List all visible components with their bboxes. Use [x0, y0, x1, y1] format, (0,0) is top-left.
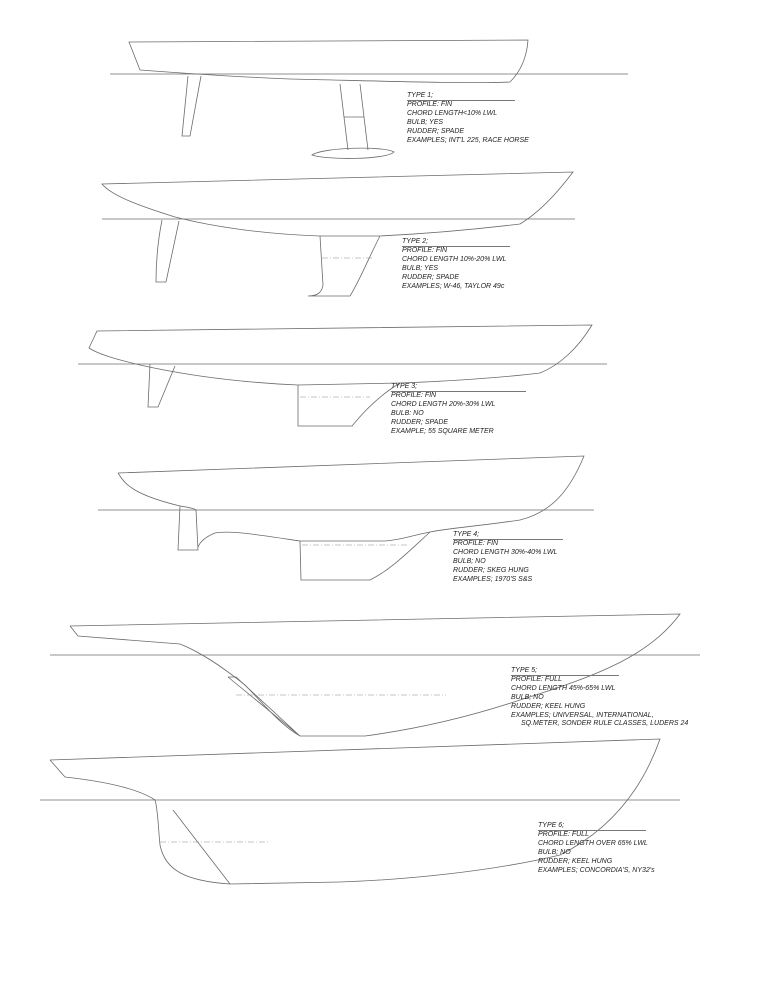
type-label-1	[407, 92, 529, 145]
type-2-examples: EXAMPLES; W-46, TAYLOR 49c	[402, 282, 505, 290]
type-3-profile: PROFILE: FIN	[391, 391, 437, 399]
type-5-bulb: BULB; NO	[511, 693, 544, 701]
type-3-example: EXAMPLE; 55 SQUARE METER	[391, 427, 494, 435]
type-2-rudder: RUDDER; SPADE	[402, 273, 460, 281]
rudder-3	[148, 364, 175, 407]
type-4-chord: CHORD LENGTH 30%-40% LWL	[453, 548, 558, 556]
type-label-2	[402, 238, 510, 291]
type-3-bulb: BULB: NO	[391, 409, 424, 417]
type-5-rudder: RUDDER; KEEL HUNG	[511, 702, 586, 710]
fin-keel-4	[300, 532, 430, 580]
rudder-1	[182, 76, 201, 136]
type-5-examples-cont: SQ.METER, SONDER RULE CLASSES, LUDERS 24	[521, 720, 689, 728]
type-6-rudder: RUDDER; KEEL HUNG	[538, 857, 613, 865]
hull-2	[102, 172, 573, 236]
hull-3	[89, 325, 592, 385]
type-4-examples: EXAMPLES; 1970'S S&S	[453, 575, 533, 583]
type-3-chord: CHORD LENGTH 20%-30% LWL	[391, 400, 496, 408]
type-5-title: TYPE 5;	[511, 667, 619, 676]
rudder-5	[228, 677, 300, 736]
type-1-bulb: BULB; YES	[407, 118, 444, 126]
type-5-profile: PROFILE: FULL	[511, 675, 562, 683]
type-2-chord: CHORD LENGTH 10%-20% LWL	[402, 255, 507, 263]
type-6-profile: PROFILE: FULL	[538, 830, 589, 838]
type-4-title: TYPE 4;	[453, 531, 563, 540]
type-label-4	[453, 531, 563, 584]
type-2-bulb: BULB; YES	[402, 264, 439, 272]
type-3-title: TYPE 3;	[391, 383, 526, 392]
type-5-chord: CHORD LENGTH 45%-65% LWL	[511, 684, 616, 692]
rudder-6	[173, 810, 230, 884]
type-6-bulb: BULB; NO	[538, 848, 571, 856]
type-4-rudder: RUDDER; SKEG HUNG	[453, 566, 529, 574]
type-1-chord: CHORD LENGTH<10% LWL	[407, 109, 498, 117]
hull-1	[129, 40, 528, 83]
type-label-6	[538, 822, 655, 875]
type-6-title: TYPE 6;	[538, 822, 646, 831]
type-1-rudder: RUDDER; SPADE	[407, 127, 465, 135]
type-6-examples: EXAMPLES; CONCORDIA'S, NY32's	[538, 866, 655, 874]
type-3-rudder: RUDDER; SPADE	[391, 418, 449, 426]
type-label-3	[391, 383, 526, 436]
bulb-1	[312, 148, 394, 158]
hull-profile-type-1	[110, 40, 628, 158]
fin-keel-3	[298, 383, 400, 426]
type-4-profile: PROFILE: FIN	[453, 539, 499, 547]
type-1-title: TYPE 1;	[407, 92, 515, 101]
type-5-examples: EXAMPLES; UNIVERSAL, INTERNATIONAL,	[511, 711, 654, 719]
type-1-examples: EXAMPLES; INT'L 225, RACE HORSE	[407, 136, 529, 144]
type-1-profile: PROFILE: FIN	[407, 100, 453, 108]
type-6-chord: CHORD LENGTH OVER 65% LWL	[538, 839, 648, 847]
type-2-title: TYPE 2;	[402, 238, 510, 247]
hull-profile-type-3	[78, 325, 607, 426]
fin-keel-2	[308, 236, 380, 296]
rudder-skeg-4	[178, 506, 198, 550]
type-2-profile: PROFILE: FIN	[402, 246, 448, 254]
type-label-5	[511, 667, 688, 729]
rudder-2	[156, 220, 179, 282]
type-4-bulb: BULB; NO	[453, 557, 486, 565]
